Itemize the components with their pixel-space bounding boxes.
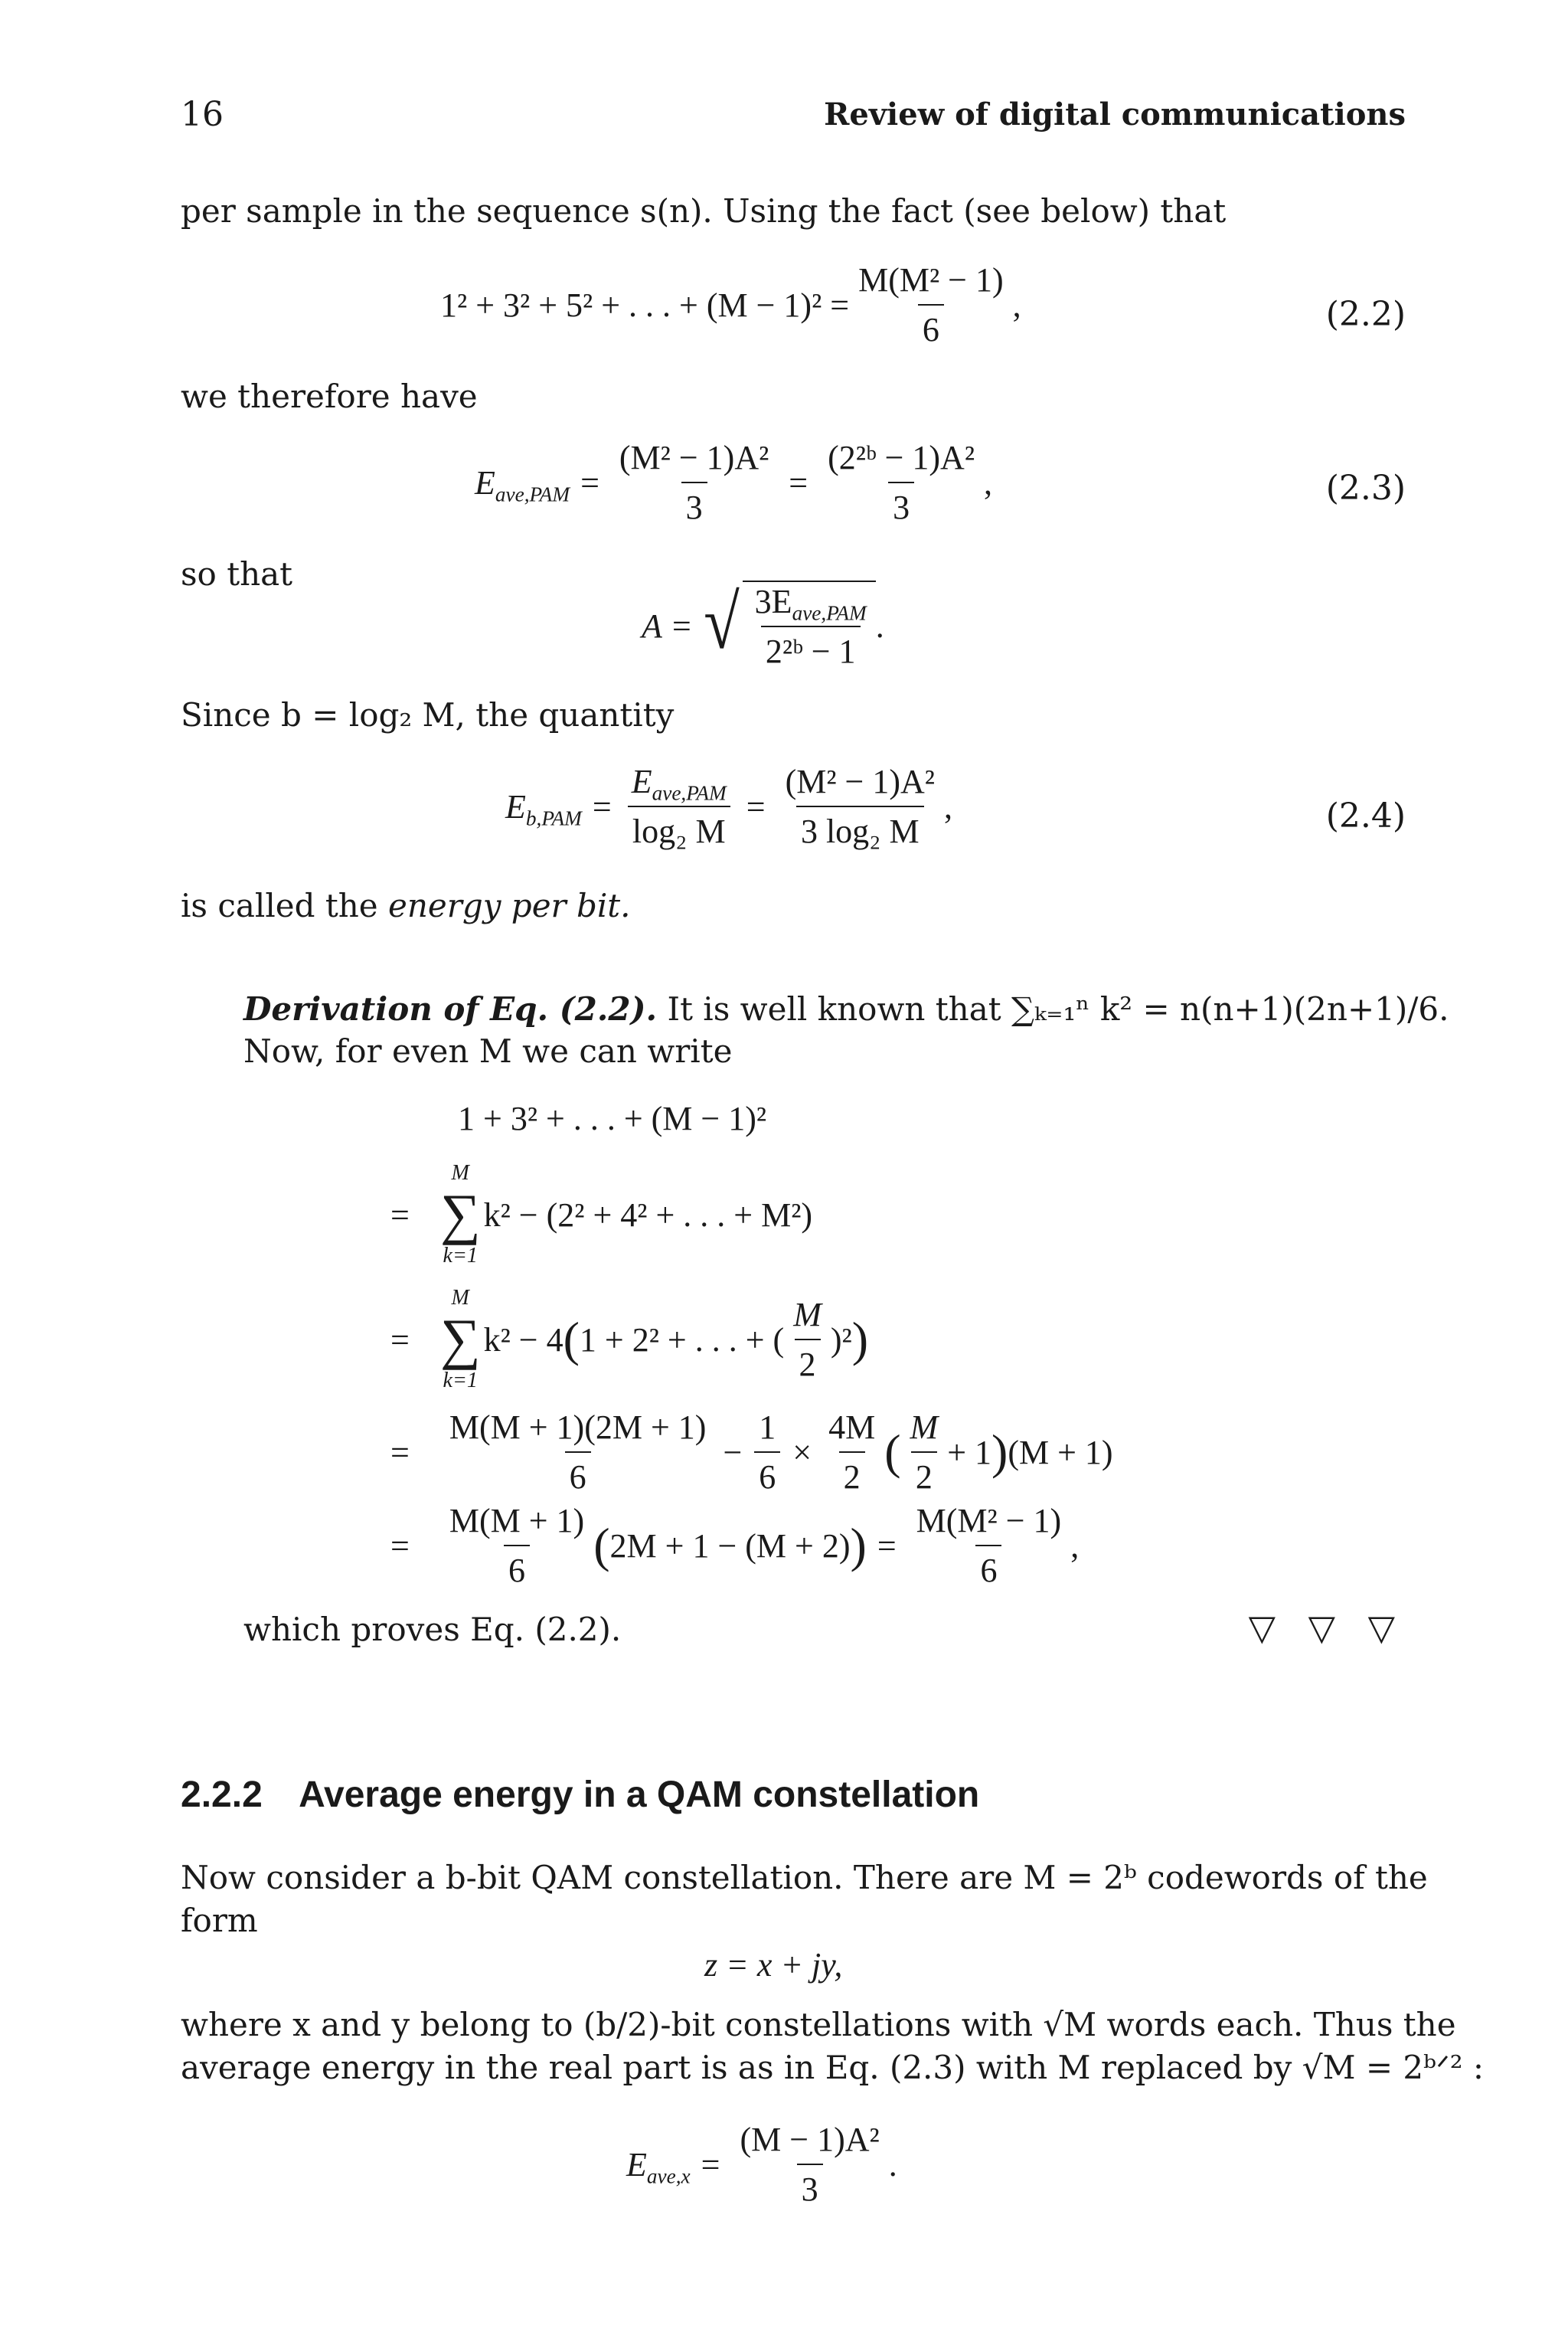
denominator: 6 <box>975 1545 1001 1590</box>
numerator: 4M <box>828 1408 876 1446</box>
eq-lhs: $E_{ave,x}$ <box>626 2145 691 2188</box>
comma: , <box>943 787 952 826</box>
derivation-text: It is well known that ∑ₖ₌₁ⁿ k² = n(n+1)(2n+1)/6. <box>657 990 1449 1028</box>
eq-lhs: $E_{ave,PAM}$ <box>475 463 570 506</box>
equation-eavex <box>626 2120 897 2209</box>
comma: , <box>1012 286 1021 324</box>
comma: , <box>1070 1526 1080 1565</box>
numerator: (M² − 1)A² <box>619 439 769 476</box>
emphasis: energy per bit. <box>388 887 631 924</box>
expression: + 1 <box>947 1433 992 1471</box>
eq-lhs: $E_{b,PAM}$ <box>505 787 582 830</box>
numerator: M(M + 1) <box>449 1502 585 1539</box>
numerator: M(M² − 1) <box>916 1502 1062 1539</box>
paragraph: we therefore have <box>181 378 478 415</box>
numerator: M(M + 1)(2M + 1) <box>449 1408 707 1446</box>
derivation-heading-line <box>243 988 1449 1031</box>
equals: = <box>390 1433 410 1471</box>
equation-z: z = x + jy, <box>704 1946 843 1984</box>
fraction <box>615 438 773 527</box>
denominator: 3 <box>888 482 914 527</box>
fraction <box>754 1408 780 1497</box>
fraction <box>627 762 731 851</box>
numerator: 1 <box>759 1408 776 1446</box>
paragraph: Since b = log₂ M, the quantity <box>181 696 675 734</box>
period: . <box>875 607 884 645</box>
denominator: 2 <box>795 1339 821 1384</box>
big-paren: ) <box>851 1312 869 1366</box>
times: × <box>792 1433 812 1471</box>
fraction <box>735 2120 884 2209</box>
big-paren: ( <box>563 1312 580 1366</box>
page-number: 16 <box>181 95 224 134</box>
text-span: is called the <box>181 887 388 924</box>
expression: 2M + 1 − (M + 2) <box>609 1526 851 1565</box>
equation-2-2 <box>440 260 1021 349</box>
derivation-line-0: 1 + 3² + . . . + (M − 1)² <box>458 1100 767 1137</box>
denominator: 3 <box>797 2164 823 2209</box>
numerator: (M² − 1)A² <box>785 763 935 800</box>
summation: M ∑ k=1 <box>439 1286 481 1392</box>
denominator: 2 <box>839 1451 865 1497</box>
derivation-line-3 <box>390 1408 1113 1497</box>
big-paren: ( <box>884 1425 901 1479</box>
big-paren: ) <box>850 1518 867 1572</box>
fraction <box>912 1501 1067 1590</box>
equals: = <box>390 1526 410 1565</box>
paragraph: form <box>181 1902 258 1939</box>
eq-lhs: A = <box>642 607 693 645</box>
fraction <box>750 582 871 671</box>
expression: )² <box>830 1320 852 1359</box>
equals: = <box>390 1196 410 1234</box>
comma: , <box>984 463 993 502</box>
equation-amplitude <box>642 581 884 671</box>
expression: 1 + 2² + . . . + ( <box>579 1320 785 1359</box>
equals: = <box>390 1320 410 1359</box>
running-title: Review of digital communications <box>824 96 1406 132</box>
fraction <box>854 260 1008 349</box>
equals: = <box>592 787 612 826</box>
numerator: (2²ᵇ − 1)A² <box>828 439 975 476</box>
denominator: 6 <box>504 1545 530 1590</box>
paragraph: Now, for even M we can write <box>243 1032 733 1070</box>
sigma-symbol: ∑ <box>439 1183 481 1246</box>
denominator: 6 <box>918 304 944 349</box>
denominator: 6 <box>754 1451 780 1497</box>
equals: = <box>580 463 599 502</box>
denominator: 2 <box>911 1451 937 1497</box>
paragraph: which proves Eq. (2.2). <box>243 1611 622 1648</box>
numerator: $3E_{ave,PAM}$ <box>754 583 867 625</box>
paragraph: Now consider a b-bit QAM constellation. There are M = 2ᵇ codewords of the <box>181 1859 1428 1896</box>
big-paren: ) <box>991 1425 1008 1479</box>
denominator: 6 <box>565 1451 591 1497</box>
fraction <box>781 762 939 851</box>
section-title: Average energy in a QAM constellation <box>299 1775 980 1815</box>
derivation-line-4 <box>390 1501 1079 1590</box>
sigma-symbol: ∑ <box>439 1308 481 1371</box>
paragraph: average energy in the real part is as in Eq. (2.3) with M replaced by √M = 2ᵇᐟ² : <box>181 2049 1485 2086</box>
derivation-title: Derivation of Eq. (2.2). <box>243 990 658 1028</box>
radical-sign: √ <box>703 580 740 665</box>
equation-2-3 <box>475 438 992 527</box>
equals: = <box>877 1526 897 1565</box>
section-heading <box>181 1774 979 1816</box>
fraction <box>445 1501 589 1590</box>
expression: k² − (2² + 4² + . . . + M²) <box>483 1196 813 1234</box>
equation-number: (2.2) <box>1325 295 1406 334</box>
fraction <box>823 438 979 527</box>
square-root <box>701 581 876 671</box>
denominator: 2²ᵇ − 1 <box>761 626 861 671</box>
equation-number: (2.3) <box>1325 469 1406 508</box>
paragraph: per sample in the sequence s(n). Using the fact (see below) that <box>181 192 1227 230</box>
numerator: M <box>910 1408 939 1446</box>
big-paren: ( <box>593 1518 610 1572</box>
fraction <box>445 1408 711 1497</box>
minus: − <box>723 1433 743 1471</box>
eq-lhs: 1² + 3² + 5² + . . . + (M − 1)² = <box>440 286 850 324</box>
fraction <box>824 1408 880 1497</box>
equation-2-4 <box>505 762 952 851</box>
numerator: M <box>793 1296 822 1333</box>
expression: k² − 4 <box>483 1320 564 1359</box>
expression: (M + 1) <box>1008 1433 1113 1471</box>
end-of-proof-triangles: ▽ ▽ ▽ <box>1248 1607 1406 1648</box>
numerator: $E_{ave,PAM}$ <box>631 763 727 805</box>
denominator: log₂ M <box>628 806 730 851</box>
section-number: 2.2.2 <box>181 1775 263 1815</box>
fraction <box>789 1295 826 1384</box>
fraction <box>906 1408 943 1497</box>
equals: = <box>746 787 766 826</box>
denominator: 3 log₂ M <box>796 806 924 851</box>
numerator: M(M² − 1) <box>858 261 1004 299</box>
denominator: 3 <box>681 482 707 527</box>
numerator: (M − 1)A² <box>740 2121 880 2158</box>
derivation-line-2 <box>390 1285 868 1394</box>
paragraph: so that <box>181 555 293 593</box>
paragraph: where x and y belong to (b/2)-bit constellations with √M words each. Thus the <box>181 2006 1456 2043</box>
period: . <box>888 2145 897 2183</box>
equals: = <box>701 2145 720 2183</box>
derivation-line-1 <box>390 1160 812 1269</box>
summation: M ∑ k=1 <box>439 1161 481 1268</box>
equation-number: (2.4) <box>1325 797 1406 836</box>
equals: = <box>789 463 808 502</box>
paragraph <box>181 885 631 927</box>
